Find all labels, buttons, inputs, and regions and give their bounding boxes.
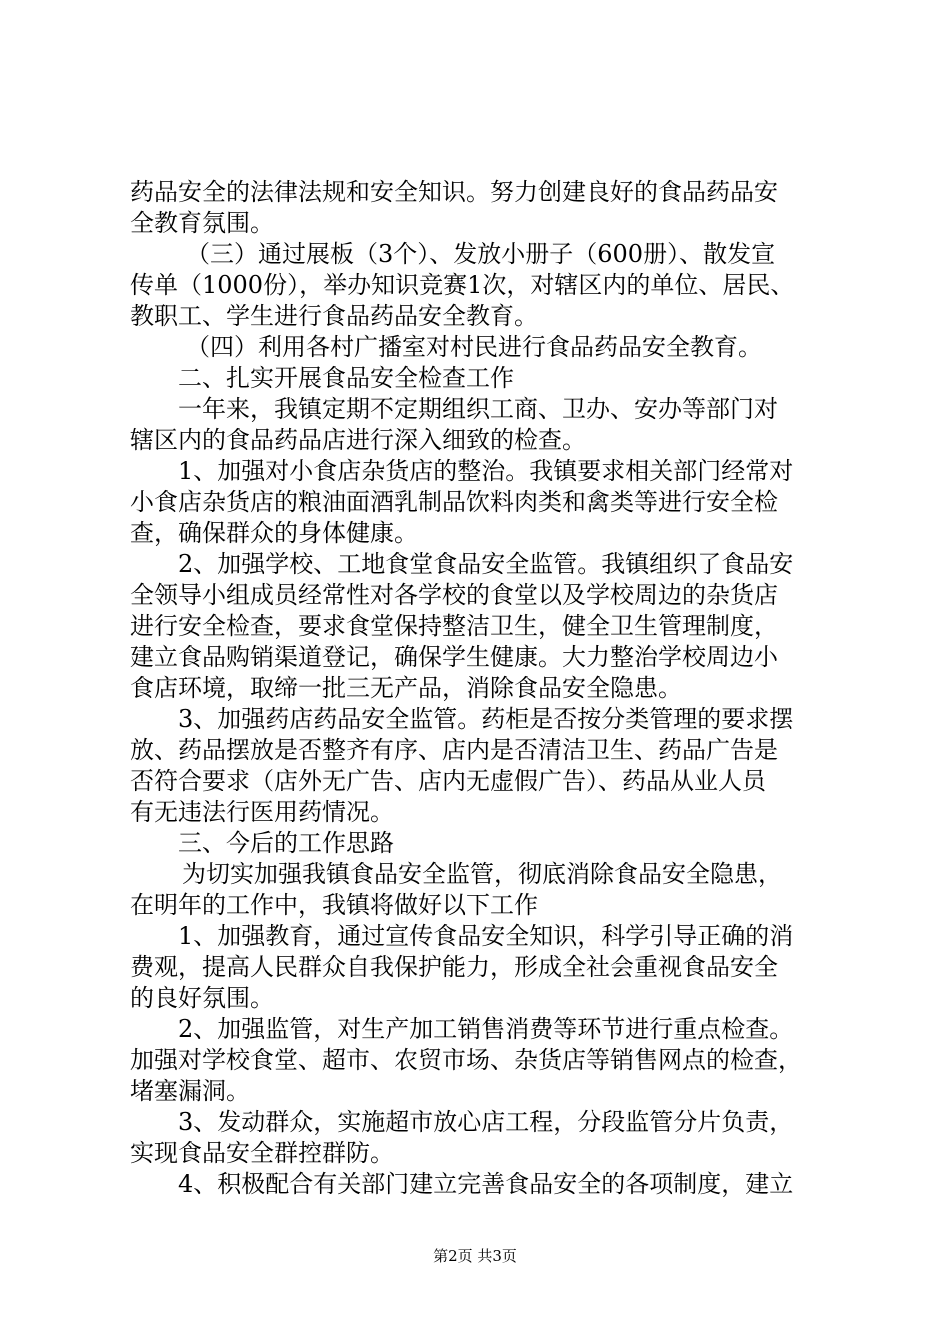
text-line: 教职工、学生进行食品药品安全教育。 (130, 302, 538, 330)
text-line: 建立食品购销渠道登记，确保学生健康。大力整治学校周边小 (130, 643, 778, 671)
text-line: 辖区内的食品药品店进行深入细致的检查。 (130, 426, 586, 454)
text-line: 实现食品安全群控群防。 (130, 1139, 394, 1167)
text-line: （四）利用各村广播室对村民进行食品药品安全教育。 (186, 333, 762, 361)
text-line: 药品安全的法律法规和安全知识。努力创建良好的食品药品安 (130, 178, 778, 206)
text-line: 小食店杂货店的粮油面酒乳制品饮料肉类和禽类等进行安全检 (130, 488, 778, 516)
text-line: 3、发动群众，实施超市放心店工程，分段监管分片负责， (178, 1108, 794, 1136)
text-line: 堵塞漏洞。 (130, 1077, 250, 1105)
text-line: 放、药品摆放是否整齐有序、店内是否清洁卫生、药品广告是 (130, 736, 778, 764)
text-line: 3、加强药店药品安全监管。药柜是否按分类管理的要求摆 (178, 705, 794, 733)
text-line: 有无违法行医用药情况。 (130, 798, 394, 826)
text-line: 为切实加强我镇食品安全监管，彻底消除食品安全隐患， (182, 860, 782, 888)
text-line: 加强对学校食堂、超市、农贸市场、杂货店等销售网点的检查， (130, 1046, 802, 1074)
section-heading: 二、扎实开展食品安全检查工作 (178, 364, 514, 392)
text-line: 2、加强学校、工地食堂食品安全监管。我镇组织了食品安 (178, 550, 794, 578)
text-line: 4、积极配合有关部门建立完善食品安全的各项制度，建立 (178, 1170, 794, 1198)
text-line: 在明年的工作中，我镇将做好以下工作 (130, 891, 538, 919)
section-heading: 三、今后的工作思路 (178, 829, 394, 857)
text-line: 一年来，我镇定期不定期组织工商、卫办、安办等部门对 (178, 395, 778, 423)
text-line: 传单（1000份），举办知识竞赛1次，对辖区内的单位、居民、 (130, 271, 795, 299)
page-number-footer: 第2页 共3页 (433, 1247, 517, 1265)
text-line: 否符合要求（店外无广告、店内无虚假广告）、药品从业人员 (130, 767, 766, 795)
text-line: （三）通过展板（3个）、发放小册子（600册）、散发宣 (186, 240, 776, 268)
text-line: 2、加强监管，对生产加工销售消费等环节进行重点检查。 (178, 1015, 794, 1043)
text-line: 全领导小组成员经常性对各学校的食堂以及学校周边的杂货店 (130, 581, 778, 609)
text-line: 1、加强对小食店杂货店的整治。我镇要求相关部门经常对 (178, 457, 794, 485)
text-line: 1、加强教育，通过宣传食品安全知识，科学引导正确的消 (178, 922, 794, 950)
text-line: 进行安全检查，要求食堂保持整洁卫生，健全卫生管理制度， (130, 612, 778, 640)
text-line: 查，确保群众的身体健康。 (130, 519, 418, 547)
text-line: 食店环境，取缔一批三无产品，消除食品安全隐患。 (130, 674, 682, 702)
text-line: 的良好氛围。 (130, 984, 274, 1012)
text-line: 全教育氛围。 (130, 209, 274, 237)
text-line: 费观，提高人民群众自我保护能力，形成全社会重视食品安全 (130, 953, 778, 981)
